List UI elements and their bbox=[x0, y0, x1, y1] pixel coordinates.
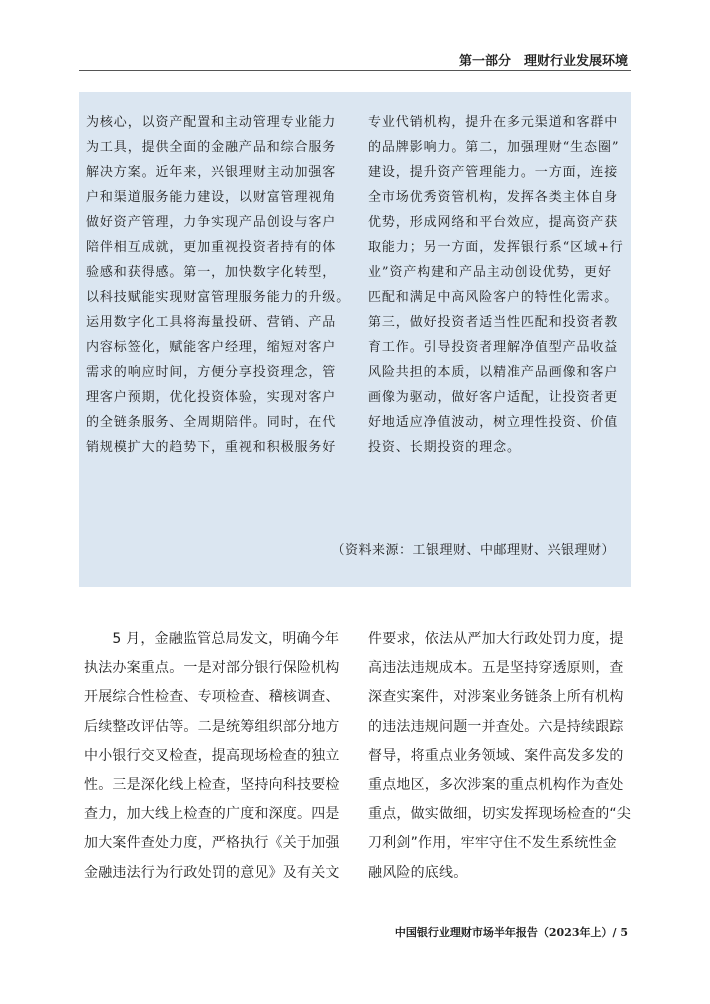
text-line: 全市场优秀资管机构，发挥各类主体自身 bbox=[368, 190, 619, 205]
text-line: 金融违法行为行政处罚的意见》及有关文 bbox=[84, 864, 340, 881]
text-line: 理客户预期，优化投资体验，实现对客户 bbox=[86, 390, 337, 405]
text-line: 重点地区，多次涉案的重点机构作为查处 bbox=[368, 776, 624, 793]
text-line: 执法办案重点。一是对部分银行保险机构 bbox=[84, 660, 340, 677]
source-note: （资料来源：工银理财、中邮理财、兴银理财） bbox=[331, 543, 615, 558]
text-line: 销规模扩大的趋势下，重视和积极服务好 bbox=[86, 440, 337, 455]
text-line: 为工具，提供全面的金融产品和综合服务 bbox=[86, 140, 337, 155]
text-line: 以科技赋能实现财富管理服务能力的升级。 bbox=[86, 290, 351, 305]
text-line: 融风险的底线。 bbox=[368, 864, 468, 881]
text-line: 的全链条服务、全周期陪伴。同时，在代 bbox=[86, 415, 337, 430]
text-line: 开展综合性检查、专项检查、稽核调查、 bbox=[84, 689, 340, 706]
text-line: 陪伴相互成就，更加重视投资者持有的体 bbox=[86, 240, 337, 255]
section-header: 第一部分 理财行业发展环境 bbox=[458, 54, 628, 69]
text-line: 查力，加大线上检查的广度和深度。四是 bbox=[84, 806, 340, 823]
text-line: 刀利剑”作用，牢牢守住不发生系统性金 bbox=[368, 835, 617, 852]
case-study-box bbox=[79, 92, 631, 587]
box-right-column bbox=[368, 110, 630, 460]
text-line: 5 月，金融监管总局发文，明确今年 bbox=[84, 631, 340, 647]
text-line: 性。三是深化线上检查，坚持向科技要检 bbox=[84, 776, 340, 793]
text-line: 中小银行交叉检查，提高现场检查的独立 bbox=[84, 747, 340, 764]
text-line: 户和渠道服务能力建设，以财富管理视角 bbox=[86, 190, 337, 205]
text-line: 建设，提升资产管理能力。一方面，连接 bbox=[368, 165, 619, 180]
text-line: 画像为驱动，做好客户适配，让投资者更 bbox=[368, 390, 619, 405]
text-line: 需求的响应时间，方便分享投资理念，管 bbox=[86, 365, 337, 380]
body-right-column bbox=[368, 625, 638, 888]
text-line: 解决方案。近年来，兴银理财主动加强客 bbox=[86, 165, 337, 180]
body-left-column bbox=[84, 625, 354, 888]
text-line: 的违法违规问题一并查处。六是持续跟踪 bbox=[368, 718, 624, 735]
text-line: 的品牌影响力。第二，加强理财“生态圈” bbox=[368, 140, 620, 155]
text-line: 运用数字化工具将海量投研、营销、产品 bbox=[86, 315, 337, 330]
text-line: 第三，做好投资者适当性匹配和投资者教 bbox=[368, 315, 619, 330]
text-line: 内容标签化，赋能客户经理，缩短对客户 bbox=[86, 340, 337, 355]
text-line: 优势，形成网络和平台效应，提高资产获 bbox=[368, 215, 619, 230]
text-line: 风险共担的本质，以精准产品画像和客户 bbox=[368, 365, 619, 380]
text-line: 为核心，以资产配置和主动管理专业能力 bbox=[86, 115, 337, 130]
text-line: 取能力；另一方面，发挥银行系“区域+行 bbox=[368, 240, 624, 255]
text-line: 督导，将重点业务领域、案件高发多发的 bbox=[368, 747, 624, 764]
text-line: 业”资产构建和产品主动创设优势，更好 bbox=[368, 265, 612, 280]
box-left-column bbox=[86, 110, 351, 460]
text-line: 加大案件查处力度，严格执行《关于加强 bbox=[84, 835, 340, 852]
text-line: 做好资产管理，力争实现产品创设与客户 bbox=[86, 215, 337, 230]
text-line: 好地适应净值波动，树立理性投资、价值 bbox=[368, 415, 619, 430]
text-line: 件要求，依法从严加大行政处罚力度，提 bbox=[368, 631, 624, 647]
text-line: 匹配和满足中高风险客户的特性化需求。 bbox=[368, 290, 619, 305]
text-line: 深查实案件，对涉案业务链条上所有机构 bbox=[368, 689, 624, 706]
text-line: 后续整改评估等。二是统筹组织部分地方 bbox=[84, 718, 340, 735]
text-line: 高违法违规成本。五是坚持穿透原则，查 bbox=[368, 660, 624, 677]
text-line: 验感和获得感。第一，加快数字化转型， bbox=[86, 265, 337, 280]
text-line: 投资、长期投资的理念。 bbox=[368, 440, 521, 455]
page-footer: 中国银行业理财市场半年报告（2023年上）/ 5 bbox=[394, 926, 628, 939]
text-line: 育工作。引导投资者理解净值型产品收益 bbox=[368, 340, 619, 355]
text-line: 专业代销机构，提升在多元渠道和客群中 bbox=[368, 115, 619, 130]
header-divider bbox=[79, 70, 631, 71]
text-line: 重点，做实做细，切实发挥现场检查的“尖 bbox=[368, 806, 632, 823]
